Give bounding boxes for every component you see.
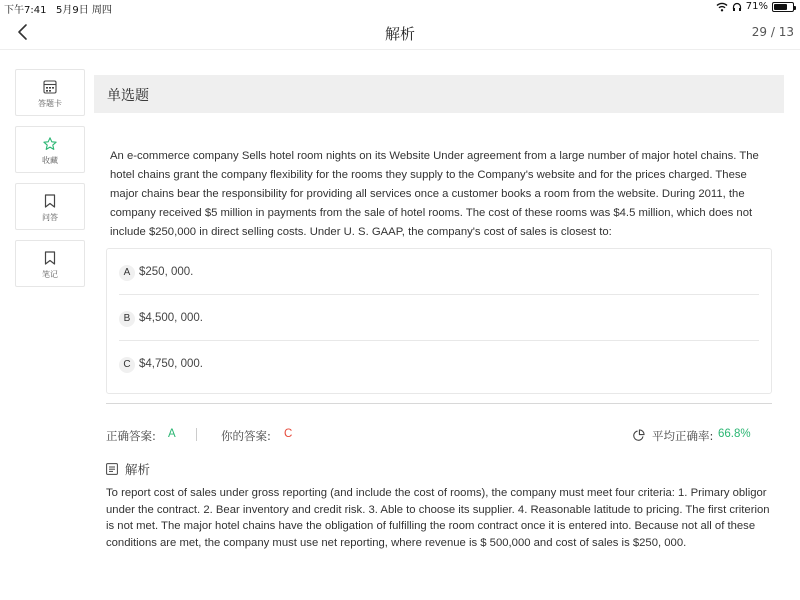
sidebar-item-answer-sheet[interactable] — [15, 69, 85, 116]
sidebar — [15, 69, 85, 297]
average-accuracy-label: 平均正确率: — [652, 429, 714, 443]
answer-sheet-icon — [42, 79, 58, 95]
answer-separator — [196, 428, 197, 441]
status-indicators — [716, 1, 794, 12]
sidebar-item-label: 收藏 — [42, 156, 58, 165]
section-divider — [106, 403, 772, 404]
sidebar-item-qa[interactable] — [15, 183, 85, 230]
option-c[interactable] — [119, 341, 759, 387]
correct-answer-value: A — [168, 428, 176, 440]
pie-chart-icon — [632, 429, 645, 442]
nav-bar — [0, 14, 800, 50]
status-date: 5月9日 周四 — [56, 5, 112, 16]
battery-fill — [774, 4, 787, 10]
your-answer-value: C — [284, 428, 293, 440]
option-b[interactable] — [119, 295, 759, 341]
battery-percent: 71% — [745, 1, 768, 12]
answer-summary — [106, 428, 772, 444]
correct-answer-label: 正确答案: — [106, 429, 156, 443]
note-icon — [42, 250, 58, 266]
sidebar-item-notes[interactable] — [15, 240, 85, 287]
page-title: 解析 — [384, 25, 415, 43]
option-a[interactable] — [119, 249, 759, 295]
analysis-text: To report cost of sales under gross reporting (and include the cost of rooms), the company must meet four criteria: 1. Primary obligor under the contract. 2. Bear inventory and credit risk. 3. Able to choose its supplier. 4. Reasonable latitude to pricing. The first criterion is not met. The major hotel chains have the obligation of fulfilling the room contract once it is entered into. Because not all of these conditions are met, the company must use net reporting, where revenue is $ 500,000 and cost of sales is $250, 000. — [106, 487, 770, 549]
average-accuracy-value: 66.8% — [718, 428, 751, 440]
option-letter: B — [119, 311, 135, 327]
page-counter: 29 / 13 — [751, 25, 794, 39]
analysis-title: 解析 — [125, 462, 151, 477]
options-list — [106, 248, 772, 394]
option-text: $4,750, 000. — [139, 358, 203, 370]
option-text: $250, 000. — [139, 266, 194, 278]
sidebar-item-label: 答题卡 — [38, 99, 62, 108]
question-type-banner: 单选题 — [94, 75, 784, 113]
document-icon — [106, 463, 118, 475]
headphones-icon — [732, 2, 742, 12]
option-letter: A — [119, 265, 135, 281]
sidebar-item-label: 笔记 — [42, 270, 58, 279]
status-time: 下午7:41 — [4, 5, 47, 16]
your-answer-label: 你的答案: — [221, 429, 271, 443]
option-text: $4,500, 000. — [139, 312, 203, 324]
sidebar-item-label: 问答 — [42, 213, 58, 222]
battery-icon — [772, 2, 794, 12]
bookmark-icon — [42, 193, 58, 209]
sidebar-item-favorite[interactable] — [15, 126, 85, 173]
question-text: An e-commerce company Sells hotel room nights on its Website Under agreement from a large number of major hotel chains. The hotel chains grant the company flexibility for the rooms they supply to the Company's website and for the prices charged. These major chains bear the responsibility for providing all services once a customer books a room from the website. During 2011, the company received $5 million in payments from the sale of hotel rooms. The cost of these rooms was $4.5 million, which does not include $250,000 in direct selling costs. Under U. S. GAAP, the company's cost of sales is closest to: — [110, 150, 759, 238]
star-icon — [42, 136, 58, 152]
wifi-icon — [716, 2, 728, 12]
status-bar — [0, 0, 800, 14]
option-letter: C — [119, 357, 135, 373]
